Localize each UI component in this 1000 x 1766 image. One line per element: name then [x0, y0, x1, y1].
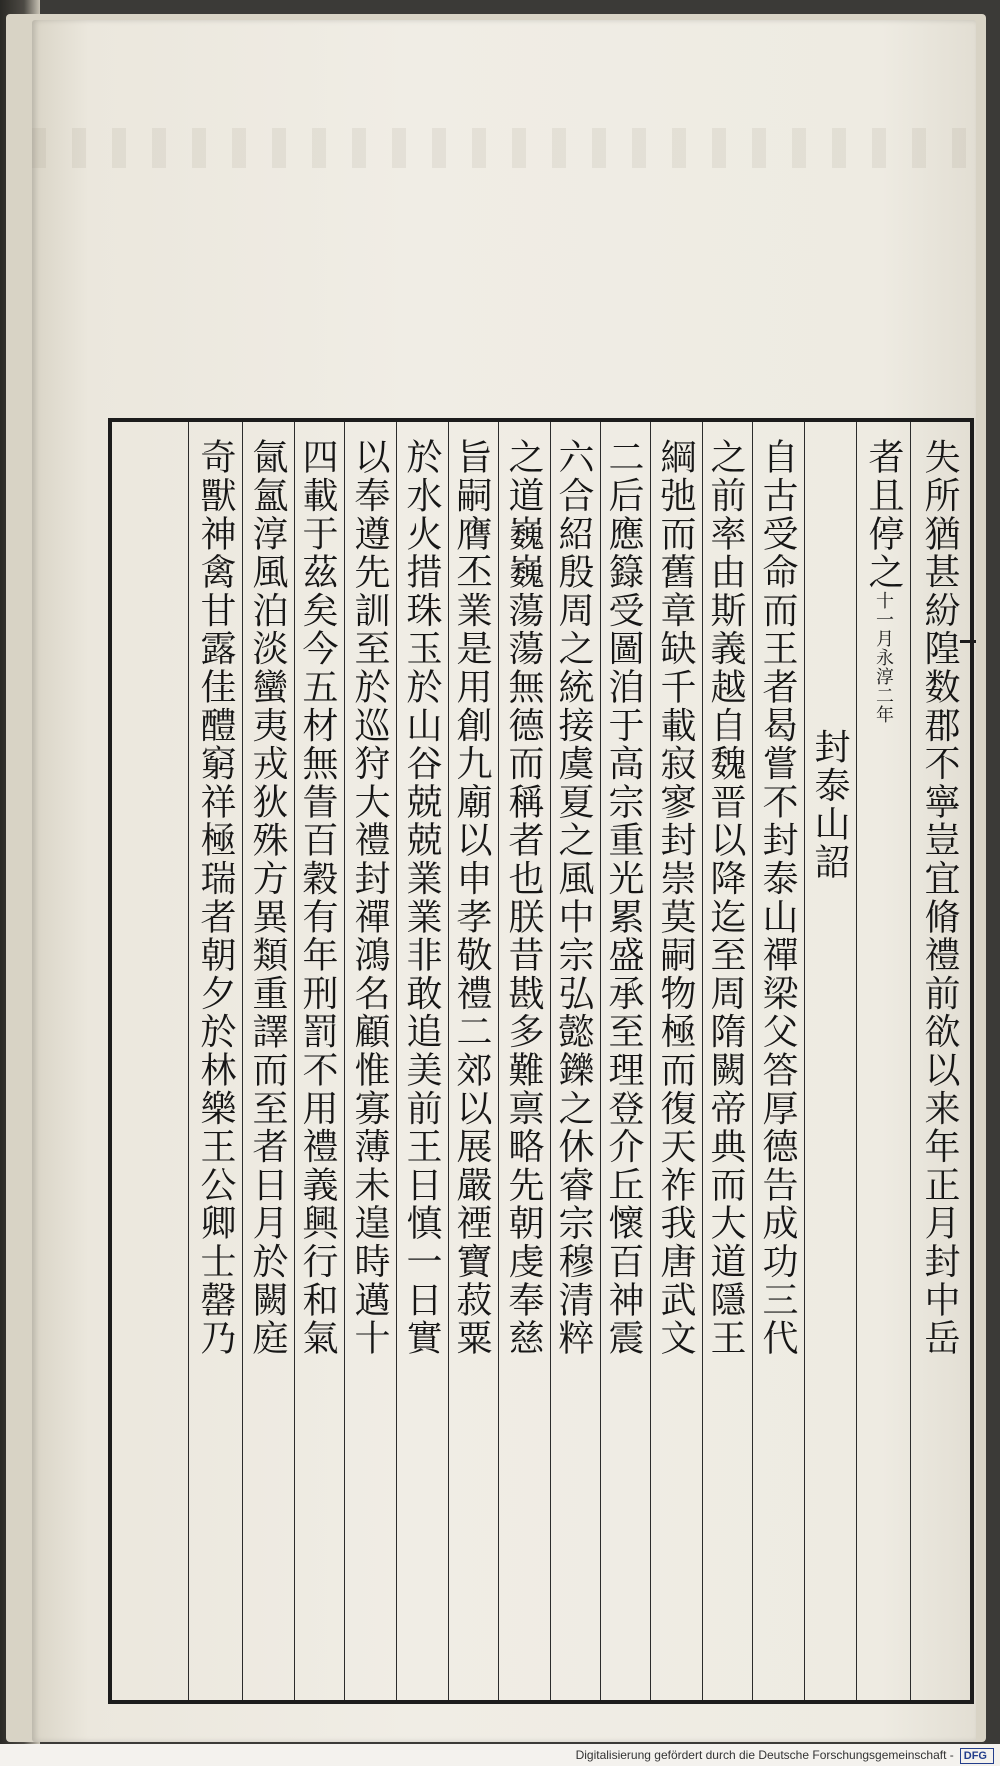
edict-title: 封泰山詔: [804, 422, 856, 1700]
text-column: 之道巍巍蕩蕩無德而稱者也朕昔戡多難禀略先朝虔奉慈: [498, 422, 550, 1700]
text-column: [856, 422, 910, 1700]
text-column: 六合紹殷周之統接虞夏之風中宗弘懿鑠之休睿宗穆清粹: [550, 422, 600, 1700]
text-frame: [108, 418, 974, 1704]
text-column: 自古受命而王者曷嘗不封泰山禪梁父答厚德告成功三代: [752, 422, 804, 1700]
text-column: 以奉遵先訓至於巡狩大禮封禪鴻名顧惟寡薄未遑時邁十: [344, 422, 396, 1700]
text-column: 之前率由斯義越自魏晋以降迄至周隋闕帝典而大道隱王: [702, 422, 752, 1700]
paper-tear-edge: [32, 128, 976, 168]
text-column: 旨嗣膺丕業是用創九廟以申孝敬禮二郊以展嚴禋寶菽粟: [448, 422, 498, 1700]
date-note: 十一月: [873, 591, 894, 649]
date-note: 永淳二年: [873, 648, 894, 725]
text-column: 於水火措珠玉於山谷兢兢業業非敢追美前王日慎一日實: [396, 422, 448, 1700]
text-column: 奇獸神禽甘露佳醴窮祥極瑞者朝夕於林樂王公卿士罄乃: [188, 422, 242, 1700]
text-column: 氤氳淳風泊淡蠻夷戎狄殊方異類重譯而至者日月於闕庭: [242, 422, 294, 1700]
footer-text: Digitalisierung gefördert durch die Deutsche Forschungsgemeinschaft -: [575, 1748, 954, 1762]
text-column: 綱弛而舊章缺千載寂寥封崇莫嗣物極而復天祚我唐武文: [650, 422, 702, 1700]
text-column: 二后應籙受圖洎于高宗重光累盛承至理登介丘懷百神震: [600, 422, 650, 1700]
text-column: 四載于茲矣今五材無眚百穀有年刑罰不用禮義興行和氣: [294, 422, 344, 1700]
dfg-logo: DFG: [960, 1748, 994, 1764]
text-column: 失所猶甚紛隍数郡不寧豈宜脩禮前欲以来年正月封中岳: [910, 422, 966, 1700]
column-text: 者且停之: [863, 438, 904, 592]
digitization-footer: [0, 1744, 1000, 1766]
page-edge-mark: [960, 640, 976, 651]
